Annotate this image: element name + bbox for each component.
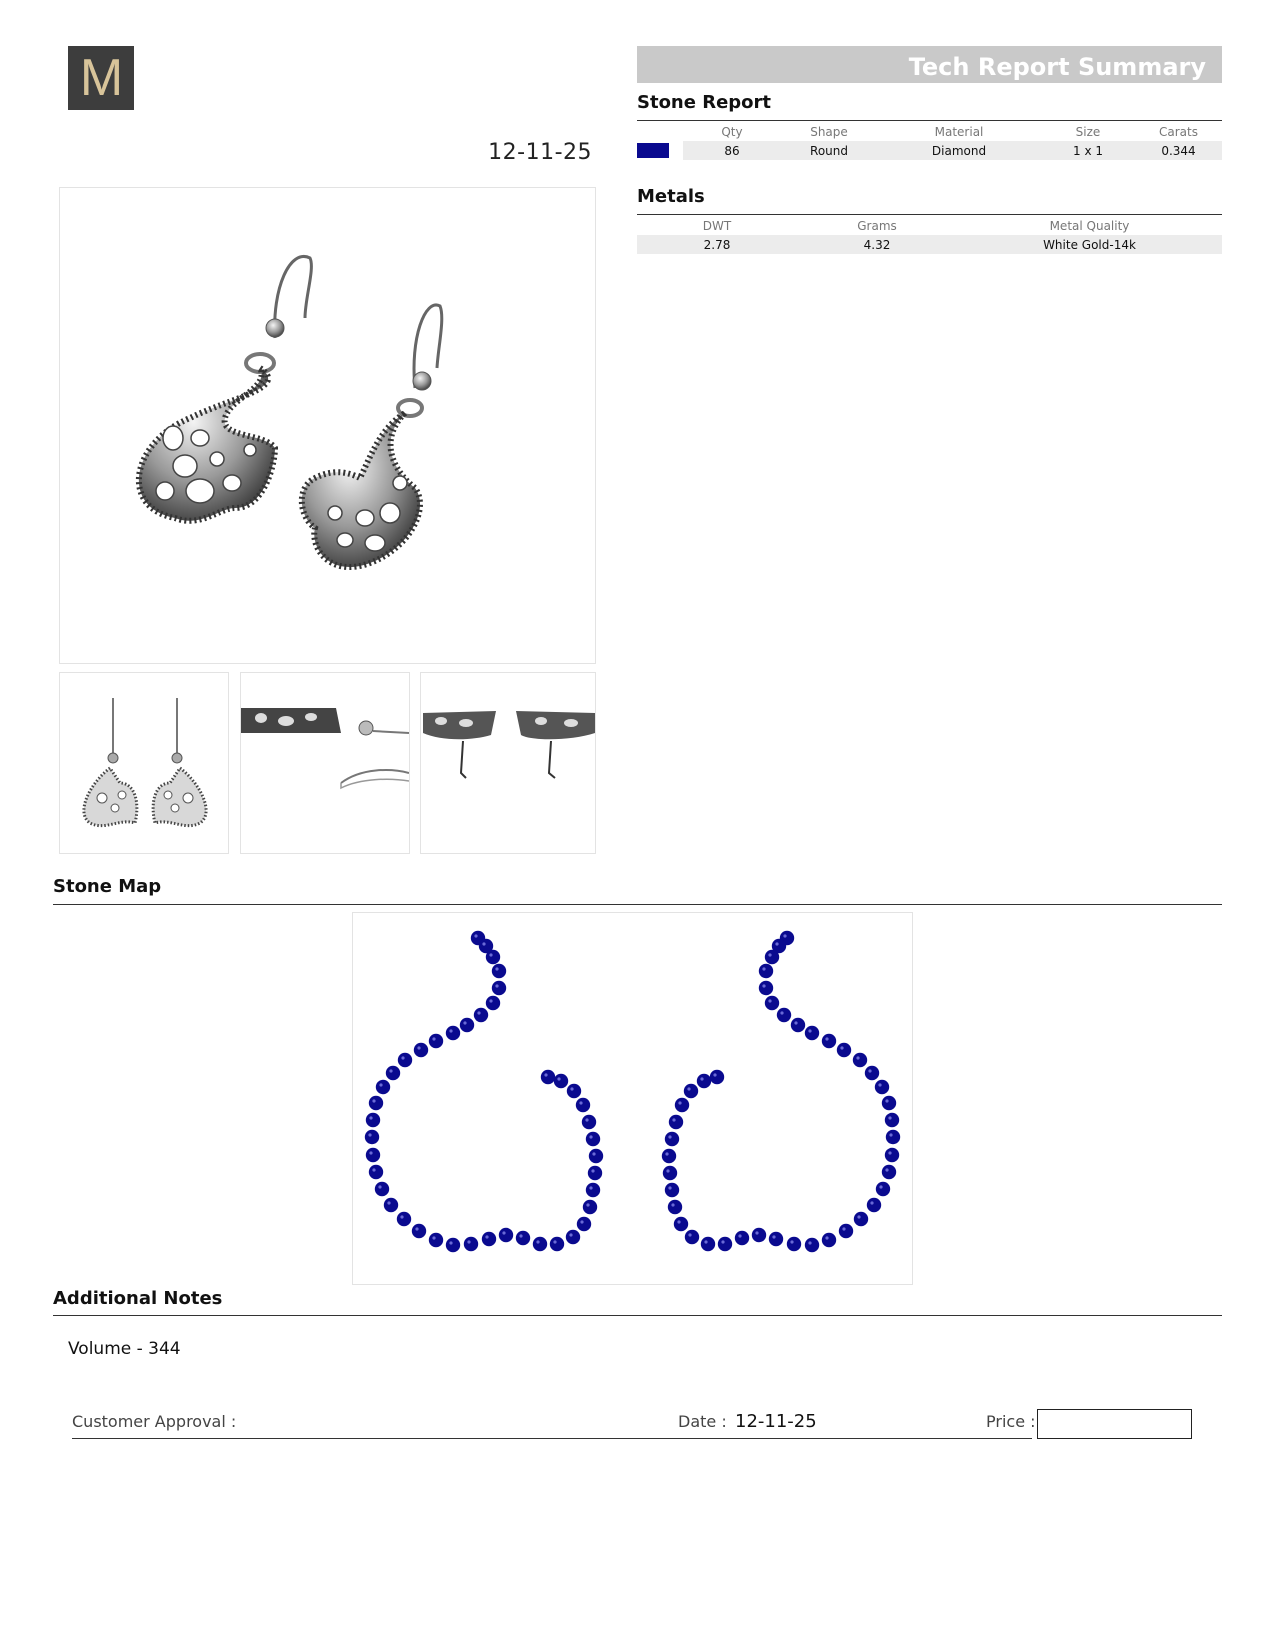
right-stone-26	[787, 1237, 801, 1251]
stone-report-table	[637, 122, 1222, 160]
left-stone-5	[492, 981, 506, 995]
stone-highlight	[432, 1037, 435, 1040]
metals-table	[637, 216, 1222, 254]
stone-highlight	[856, 1056, 859, 1059]
stone-highlight	[825, 1236, 828, 1239]
left-stone-25	[446, 1238, 460, 1252]
stone-highlight	[762, 984, 765, 987]
left-stone-40	[576, 1098, 590, 1112]
right-stone-11	[837, 1043, 851, 1057]
cell-grams: 4.32	[797, 235, 957, 254]
col-shape: Shape	[810, 124, 848, 139]
stone-report-header-row	[637, 122, 1222, 141]
stone-highlight	[879, 1185, 882, 1188]
table-row	[637, 141, 1222, 160]
right-stone-14	[875, 1080, 889, 1094]
left-stone-8	[460, 1018, 474, 1032]
left-stone-39	[582, 1115, 596, 1129]
stone-highlight	[840, 1046, 843, 1049]
right-stone-6	[765, 996, 779, 1010]
stone-highlight	[417, 1046, 420, 1049]
stone-highlight	[762, 967, 765, 970]
stone-highlight	[768, 999, 771, 1002]
report-date: 12-11-25	[488, 140, 592, 165]
stone-report-heading: Stone Report	[637, 92, 772, 113]
stone-highlight	[666, 1169, 669, 1172]
right-stone-41	[684, 1084, 698, 1098]
col-dwt: DWT	[702, 218, 732, 233]
stone-highlight	[463, 1021, 466, 1024]
cell-dwt: 2.78	[637, 235, 797, 254]
cell-material: Diamond	[877, 141, 1041, 160]
thumbnail-front-view[interactable]	[59, 672, 229, 854]
metals-rule	[637, 214, 1222, 215]
right-stone-31	[701, 1237, 715, 1251]
left-stone-30	[533, 1237, 547, 1251]
company-logo	[68, 46, 134, 110]
left-stone-42	[554, 1074, 568, 1088]
stone-highlight	[372, 1099, 375, 1102]
stone-highlight	[885, 1168, 888, 1171]
stone-highlight	[489, 953, 492, 956]
stone-highlight	[888, 1151, 891, 1154]
cell-size: 1 x 1	[1041, 141, 1135, 160]
left-stone-12	[398, 1053, 412, 1067]
right-stone-27	[769, 1232, 783, 1246]
left-stone-16	[366, 1113, 380, 1127]
stone-highlight	[592, 1152, 595, 1155]
right-stone-24	[822, 1233, 836, 1247]
right-stone-33	[674, 1217, 688, 1231]
stone-map-rule	[53, 904, 1222, 905]
stone-highlight	[467, 1240, 470, 1243]
left-stone-32	[566, 1230, 580, 1244]
additional-notes-heading: Additional Notes	[53, 1288, 223, 1309]
right-stone-36	[663, 1166, 677, 1180]
right-stone-16	[885, 1113, 899, 1127]
left-stone-19	[369, 1165, 383, 1179]
right-stone-7	[777, 1008, 791, 1022]
stone-highlight	[586, 1203, 589, 1206]
stone-highlight	[379, 1083, 382, 1086]
stone-highlight	[885, 1099, 888, 1102]
right-stone-15	[882, 1096, 896, 1110]
right-stone-19	[882, 1165, 896, 1179]
right-stone-29	[735, 1231, 749, 1245]
right-stone-22	[854, 1212, 868, 1226]
stone-highlight	[495, 984, 498, 987]
stone-highlight	[378, 1185, 381, 1188]
thumbnail-side-view[interactable]	[240, 672, 410, 854]
left-stone-23	[412, 1224, 426, 1238]
left-stone-17	[365, 1130, 379, 1144]
stone-highlight	[687, 1087, 690, 1090]
right-stone-39	[669, 1115, 683, 1129]
stone-highlight	[519, 1234, 522, 1237]
stone-highlight	[775, 942, 778, 945]
left-stone-14	[376, 1080, 390, 1094]
stone-highlight	[772, 1235, 775, 1238]
stone-highlight	[668, 1186, 671, 1189]
stone-highlight	[474, 934, 477, 937]
stone-highlight	[495, 967, 498, 970]
stone-highlight	[780, 1011, 783, 1014]
stone-highlight	[889, 1133, 892, 1136]
stone-highlight	[369, 1116, 372, 1119]
right-stone-23	[839, 1224, 853, 1238]
right-stone-20	[876, 1182, 890, 1196]
report-title: Tech Report Summary	[637, 46, 1222, 83]
left-stone-34	[583, 1200, 597, 1214]
right-stone-12	[853, 1053, 867, 1067]
top-view-illustration	[421, 673, 595, 853]
stone-highlight	[502, 1231, 505, 1234]
right-stone-30	[718, 1237, 732, 1251]
col-size: Size	[1075, 124, 1101, 139]
right-stone-3	[765, 950, 779, 964]
right-stone-37	[662, 1149, 676, 1163]
stone-highlight	[888, 1116, 891, 1119]
right-stone-38	[665, 1132, 679, 1146]
right-stone-35	[665, 1183, 679, 1197]
left-stone-13	[386, 1066, 400, 1080]
stone-highlight	[477, 1011, 480, 1014]
stone-highlight	[553, 1240, 556, 1243]
col-material: Material	[934, 124, 984, 139]
right-stone-25	[805, 1238, 819, 1252]
stone-highlight	[870, 1201, 873, 1204]
stone-highlight	[794, 1021, 797, 1024]
stone-highlight	[485, 1235, 488, 1238]
col-metal-quality: Metal Quality	[1049, 218, 1130, 233]
approval-date-value: 12-11-25	[735, 1411, 817, 1432]
price-label: Price :	[986, 1412, 1036, 1431]
stone-map-diagram	[352, 912, 913, 1285]
right-stone-43	[710, 1070, 724, 1084]
stone-highlight	[808, 1241, 811, 1244]
left-stone-9	[446, 1026, 460, 1040]
left-stone-36	[588, 1166, 602, 1180]
side-view-illustration	[241, 673, 409, 853]
left-stone-28	[499, 1228, 513, 1242]
left-stone-11	[414, 1043, 428, 1057]
left-stone-31	[550, 1237, 564, 1251]
stone-highlight	[808, 1029, 811, 1032]
stone-highlight	[783, 934, 786, 937]
stone-highlight	[570, 1087, 573, 1090]
stone-highlight	[700, 1077, 703, 1080]
right-stone-21	[867, 1198, 881, 1212]
price-field[interactable]	[1037, 1409, 1192, 1439]
table-row	[637, 235, 1222, 254]
left-stone-33	[577, 1217, 591, 1231]
stone-highlight	[678, 1101, 681, 1104]
stone-highlight	[389, 1069, 392, 1072]
right-stone-13	[865, 1066, 879, 1080]
left-stone-10	[429, 1034, 443, 1048]
left-stone-35	[586, 1183, 600, 1197]
stone-highlight	[369, 1151, 372, 1154]
logo-letter: M	[79, 49, 123, 107]
stone-highlight	[580, 1220, 583, 1223]
metals-header-row	[637, 216, 1222, 235]
right-stone-10	[822, 1034, 836, 1048]
stone-highlight	[536, 1240, 539, 1243]
left-stone-29	[516, 1231, 530, 1245]
stone-highlight	[589, 1135, 592, 1138]
left-stone-43	[541, 1070, 555, 1084]
cell-shape: Round	[781, 141, 877, 160]
stone-highlight	[755, 1231, 758, 1234]
stone-highlight	[544, 1073, 547, 1076]
stone-highlight	[672, 1118, 675, 1121]
notes-text: Volume - 344	[68, 1339, 181, 1359]
left-stone-24	[429, 1233, 443, 1247]
stone-highlight	[704, 1240, 707, 1243]
col-qty: Qty	[721, 124, 743, 139]
stone-highlight	[825, 1037, 828, 1040]
right-stone-5	[759, 981, 773, 995]
right-stone-28	[752, 1228, 766, 1242]
left-stone-7	[474, 1008, 488, 1022]
thumbnail-top-view[interactable]	[420, 672, 596, 854]
right-stone-32	[685, 1230, 699, 1244]
stone-highlight	[489, 999, 492, 1002]
front-view-illustration	[60, 673, 228, 853]
right-stone-8	[791, 1018, 805, 1032]
right-stone-17	[886, 1130, 900, 1144]
swatch-header	[637, 122, 683, 141]
stone-highlight	[857, 1215, 860, 1218]
right-stone-18	[885, 1148, 899, 1162]
stone-highlight	[401, 1056, 404, 1059]
left-stone-27	[482, 1232, 496, 1246]
stone-highlight	[878, 1083, 881, 1086]
left-stone-37	[589, 1149, 603, 1163]
stone-highlight	[713, 1073, 716, 1076]
stone-highlight	[372, 1168, 375, 1171]
left-stone-22	[397, 1212, 411, 1226]
right-stone-4	[759, 964, 773, 978]
stone-highlight	[665, 1152, 668, 1155]
right-stone-40	[675, 1098, 689, 1112]
stone-highlight	[569, 1233, 572, 1236]
left-stone-4	[492, 964, 506, 978]
stone-highlight	[668, 1135, 671, 1138]
stone-highlight	[589, 1186, 592, 1189]
stone-highlight	[768, 953, 771, 956]
left-stone-38	[586, 1132, 600, 1146]
metals-heading: Metals	[637, 186, 705, 207]
col-carats: Carats	[1159, 124, 1198, 139]
stone-highlight	[591, 1169, 594, 1172]
left-stone-21	[384, 1198, 398, 1212]
customer-approval-label: Customer Approval :	[72, 1412, 237, 1431]
cell-carats: 0.344	[1135, 141, 1222, 160]
stone-highlight	[557, 1077, 560, 1080]
main-product-image	[59, 187, 596, 664]
stone-highlight	[387, 1201, 390, 1204]
stone-highlight	[449, 1241, 452, 1244]
stone-highlight	[368, 1133, 371, 1136]
left-stone-6	[486, 996, 500, 1010]
stone-highlight	[449, 1029, 452, 1032]
stone-highlight	[688, 1233, 691, 1236]
stone-map-svg	[353, 913, 912, 1284]
date-label: Date :	[678, 1412, 727, 1431]
stone-color-swatch-cell	[637, 141, 683, 160]
stone-map-heading: Stone Map	[53, 876, 162, 897]
left-stone-15	[369, 1096, 383, 1110]
cell-qty: 86	[683, 141, 781, 160]
left-stone-20	[375, 1182, 389, 1196]
stone-highlight	[415, 1227, 418, 1230]
right-stone-9	[805, 1026, 819, 1040]
right-stone-34	[668, 1200, 682, 1214]
stone-highlight	[738, 1234, 741, 1237]
stone-highlight	[585, 1118, 588, 1121]
cell-metal-quality: White Gold-14k	[957, 235, 1222, 254]
stone-highlight	[432, 1236, 435, 1239]
stone-color-swatch	[637, 143, 669, 158]
left-stone-3	[486, 950, 500, 964]
approval-signature-line[interactable]	[72, 1438, 1032, 1439]
stone-highlight	[579, 1101, 582, 1104]
notes-rule	[53, 1315, 1222, 1316]
stone-highlight	[671, 1203, 674, 1206]
right-stone-42	[697, 1074, 711, 1088]
stone-highlight	[400, 1215, 403, 1218]
col-grams: Grams	[857, 218, 897, 233]
stone-report-rule	[637, 120, 1222, 121]
stone-highlight	[790, 1240, 793, 1243]
stone-highlight	[482, 942, 485, 945]
left-stone-26	[464, 1237, 478, 1251]
stone-highlight	[868, 1069, 871, 1072]
stone-highlight	[842, 1227, 845, 1230]
stone-highlight	[677, 1220, 680, 1223]
stone-highlight	[721, 1240, 724, 1243]
left-stone-18	[366, 1148, 380, 1162]
left-stone-41	[567, 1084, 581, 1098]
earrings-render-illustration	[60, 188, 595, 663]
